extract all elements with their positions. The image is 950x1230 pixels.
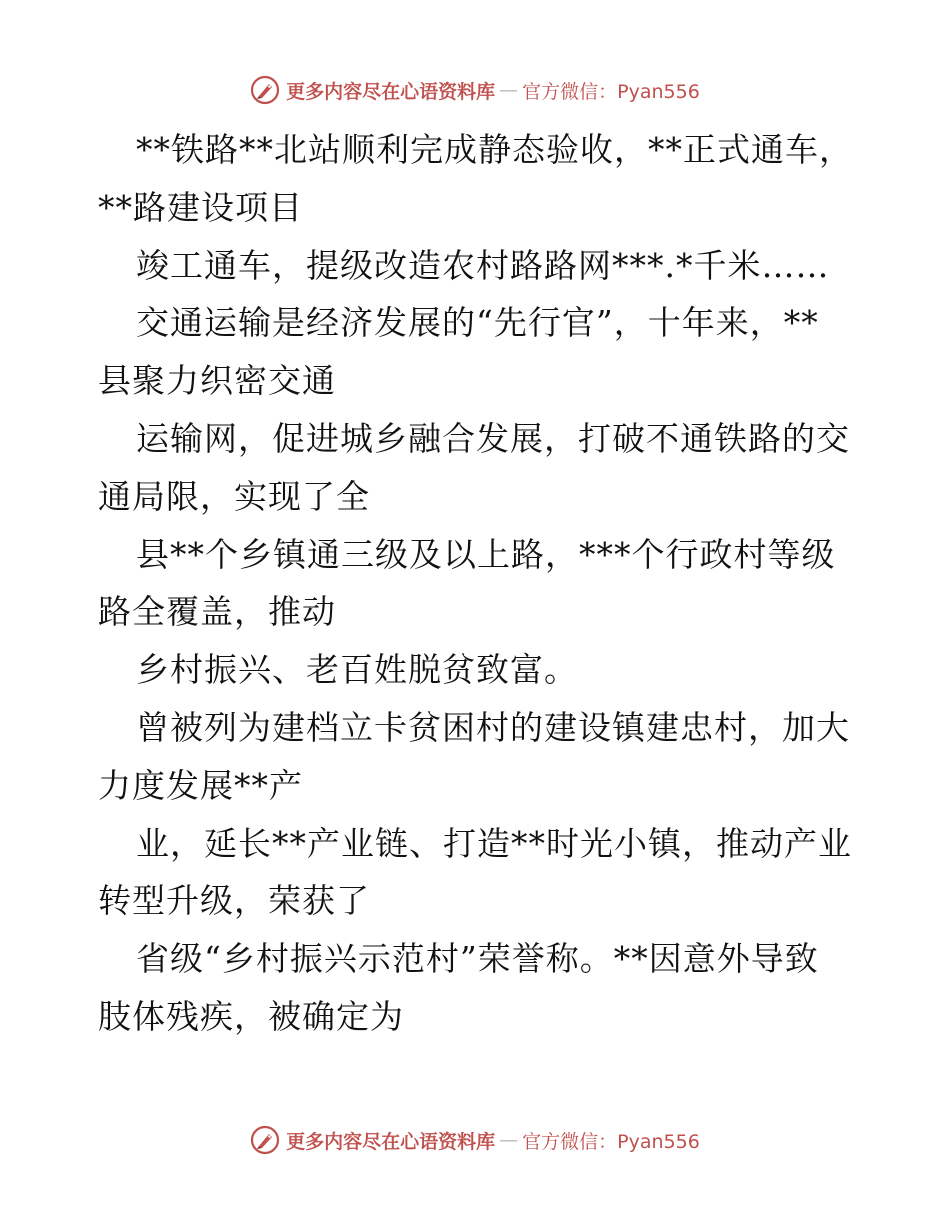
pen-nib-logo-icon (250, 75, 280, 105)
text-line: 通局限，实现了全 (98, 476, 370, 516)
text-line: **路建设项目 (98, 187, 303, 227)
text-line: 力度发展**产 (98, 765, 303, 805)
document-body (98, 121, 858, 1046)
banner-dash: — (499, 79, 519, 101)
text-line: **铁路**北站顺利完成静态验收，**正式通车， (136, 130, 853, 169)
banner-wechat-text: 官方微信：Pyan556 (522, 80, 700, 103)
text-line: 运输网，促进城乡融合发展，打破不通铁路的交 (136, 418, 850, 458)
footer-banner (0, 1120, 950, 1160)
text-line: 交通运输是经济发展的“先行官”，十年来，** (136, 303, 819, 343)
text-line: 转型升级，荣获了 (98, 881, 370, 921)
text-line: 县聚力织密交通 (98, 361, 336, 401)
text-line: 乡村振兴、老百姓脱贫致富。 (136, 650, 578, 690)
text-line: 省级“乡村振兴示范村”荣誉称。**因意外导致 (136, 939, 819, 979)
banner-wechat-text: 官方微信：Pyan556 (522, 1130, 700, 1153)
pen-nib-logo-icon (250, 1125, 280, 1155)
header-banner (0, 70, 950, 110)
banner-dash: — (499, 1129, 519, 1151)
text-line: 肢体残疾，被确定为 (98, 996, 404, 1036)
text-line: 曾被列为建档立卡贫困村的建设镇建忠村，加大 (136, 707, 850, 747)
text-line: 路全覆盖，推动 (98, 592, 336, 632)
text-line: 竣工通车，提级改造农村路路网***.*千米…… (136, 245, 830, 285)
text-line: 业，延长**产业链、打造**时光小镇，推动产业 (136, 823, 852, 863)
banner-main-text: 更多内容尽在心语资料库 (286, 80, 496, 103)
text-line: 县**个乡镇通三级及以上路，***个行政村等级 (136, 534, 836, 574)
banner-main-text: 更多内容尽在心语资料库 (286, 1130, 496, 1153)
